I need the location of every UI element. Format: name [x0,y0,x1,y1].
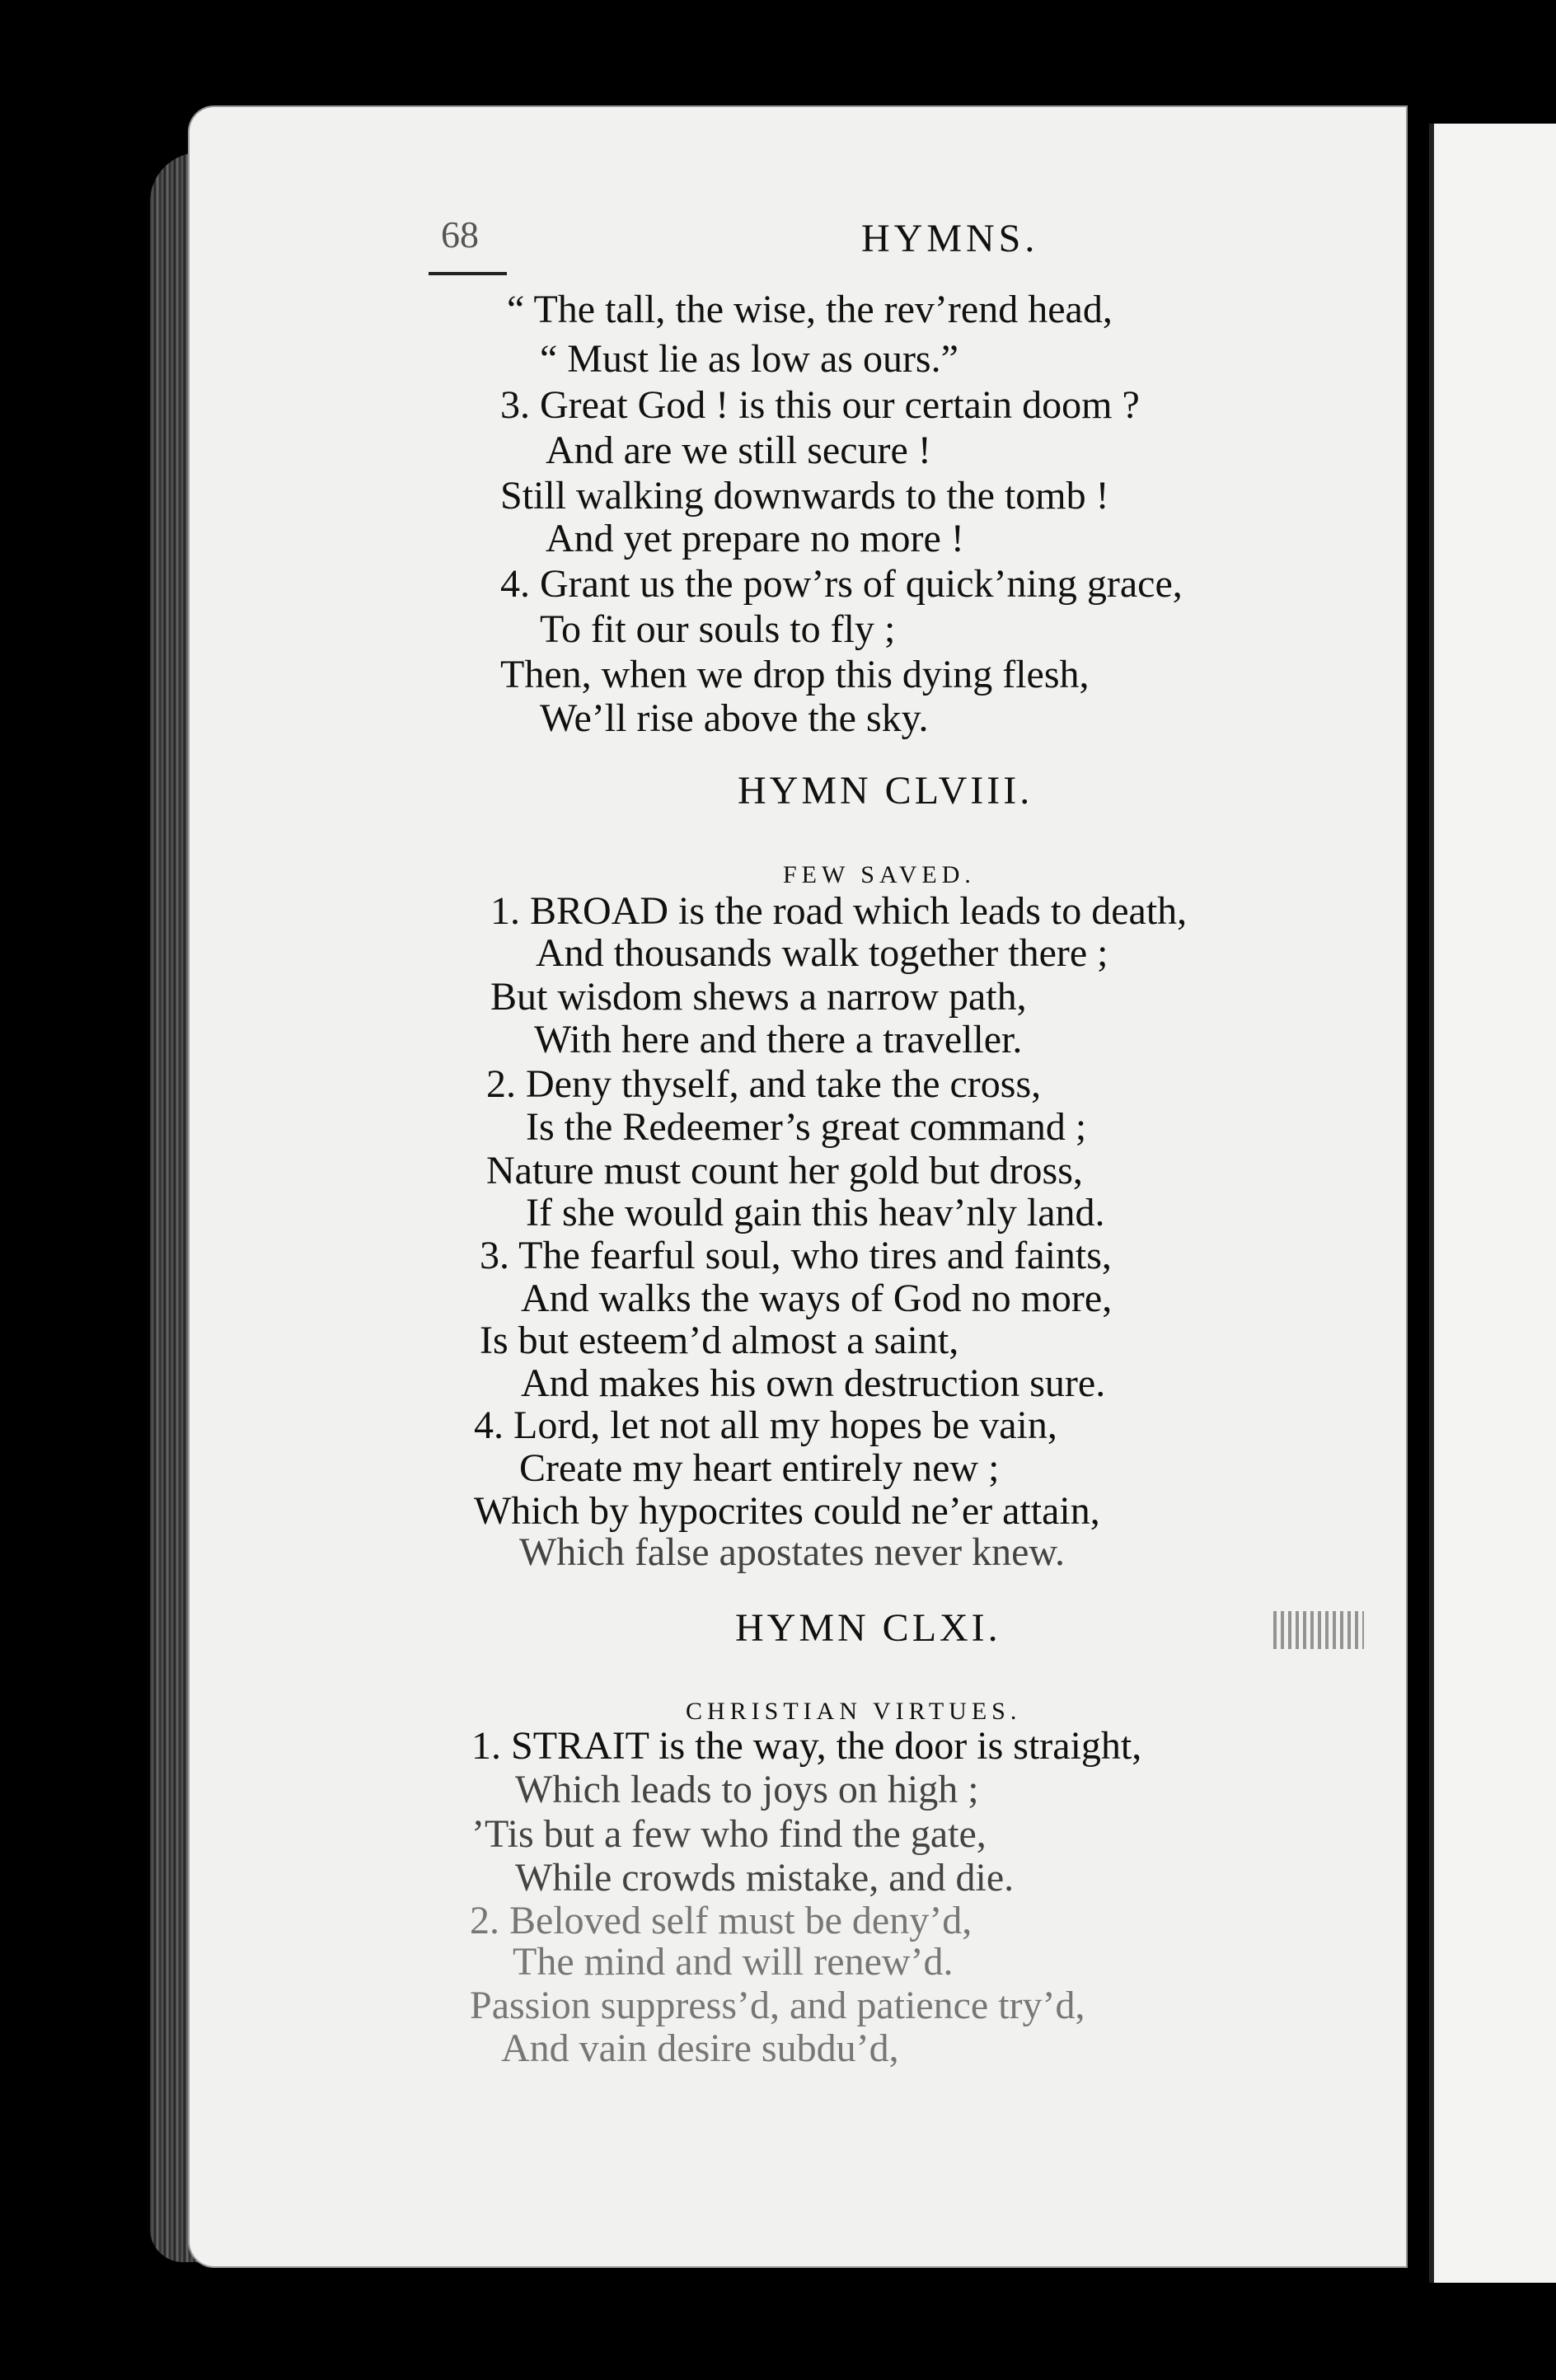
verse-line: 2. Deny thyself, and take the cross, [486,1062,1042,1106]
hymn-title: HYMN CLXI. [735,1606,1001,1650]
hymn-subtitle: FEW SAVED. [783,861,976,888]
verse-line: 3. The fearful soul, who tires and faints, [480,1234,1112,1277]
page-number: 68 [441,213,479,255]
verse-line: With here and there a traveller. [534,1018,1023,1061]
header-rule [429,272,507,275]
verse-line: To fit our souls to fly ; [540,607,896,651]
verse-line: And are we still secure ! [546,429,931,472]
verse-line: While crowds mistake, and die. [515,1856,1015,1900]
bleed-through-mark [1273,1611,1364,1649]
verse-line: Which false apostates never knew. [519,1530,1065,1574]
verse-line: And vain desire subdu’d, [501,2026,899,2070]
verse-line: Is the Redeemer’s great command ; [526,1105,1087,1149]
verse-line: The mind and will renew’d. [513,1940,954,1984]
verse-line: Which leads to joys on high ; [515,1768,979,1811]
verse-line: 3. Great God ! is this our certain doom ? [500,383,1140,427]
verse-line: And yet prepare no more ! [546,517,964,560]
verse-line: Still walking downwards to the tomb ! [500,474,1109,518]
verse-line: We’ll rise above the sky. [540,696,929,740]
verse-line: Then, when we drop this dying flesh, [500,653,1090,696]
verse-line: Which by hypocrites could ne’er attain, [474,1489,1100,1533]
verse-line: 4. Grant us the pow’rs of quick’ning grace, [500,562,1183,606]
verse-line: Nature must count her gold but dross, [486,1149,1083,1192]
hymn-subtitle: CHRISTIAN VIRTUES. [686,1698,1022,1725]
verse-line: 4. Lord, let not all my hopes be vain, [474,1403,1057,1447]
verse-line: And makes his own destruction sure. [521,1361,1106,1405]
verse-line: Create my heart entirely new ; [519,1446,1000,1490]
verse-line: Is but esteem’d almost a saint, [480,1319,959,1362]
verse-line: ’Tis but a few who find the gate, [471,1812,987,1856]
hymn-title: HYMN CLVIII. [738,769,1033,813]
verse-line: Passion suppress’d, and patience try’d, [470,1984,1085,2027]
verse-line: 1. BROAD is the road which leads to death, [490,889,1188,933]
running-head: HYMNS. [861,217,1039,260]
verse-line: “ Must lie as low as ours.” [540,337,958,381]
verse-line: And walks the ways of God no more, [521,1277,1113,1320]
verse-line: 1. STRAIT is the way, the door is straight, [471,1724,1142,1768]
verse-line: And thousands walk together there ; [536,931,1108,975]
verse-line: 2. Beloved self must be deny’d, [470,1899,972,1942]
verse-line: If she would gain this heav’nly land. [526,1191,1105,1235]
facing-page-edge [1429,124,1556,2283]
verse-line: But wisdom shews a narrow path, [490,975,1027,1019]
verse-line: “ The tall, the wise, the rev’rend head, [507,288,1113,331]
